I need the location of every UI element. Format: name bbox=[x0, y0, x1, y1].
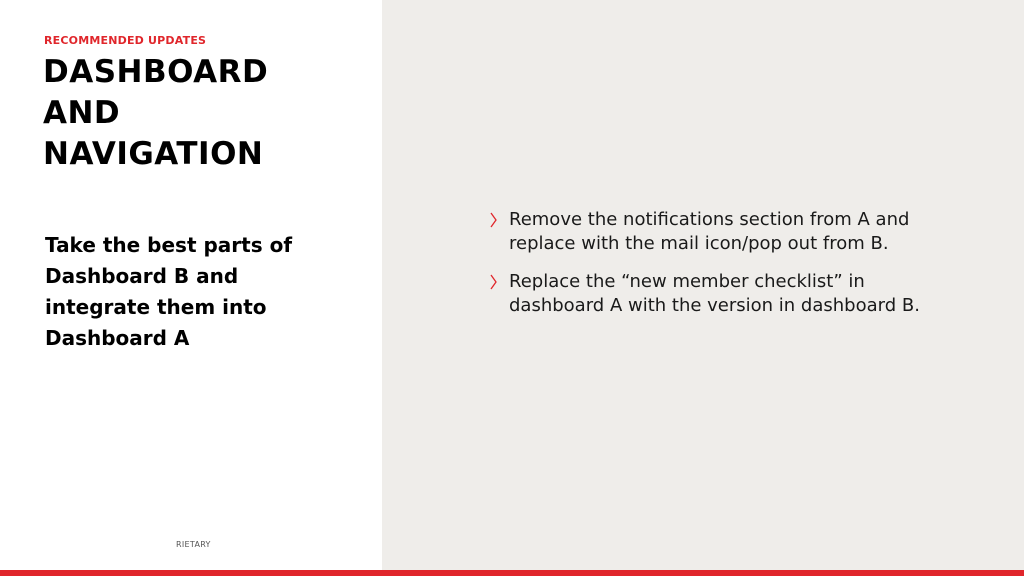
slide-title bbox=[43, 52, 363, 175]
left-panel bbox=[0, 0, 382, 570]
bullet-text: Remove the notifications section from A and replace with the mail icon/pop out from B. bbox=[509, 209, 910, 254]
bullet-item bbox=[488, 208, 928, 256]
bullet-text: Replace the “new member checklist” in dashboard A with the version in dashboard B. bbox=[509, 271, 920, 316]
bullet-list bbox=[488, 208, 928, 332]
eyebrow-label: RECOMMENDED UPDATES bbox=[44, 34, 207, 47]
title-line: DASHBOARD bbox=[43, 54, 269, 90]
title-line: AND bbox=[43, 95, 121, 131]
chevron-right-icon bbox=[488, 271, 500, 293]
bottom-accent-bar bbox=[0, 570, 1024, 576]
title-line: NAVIGATION bbox=[43, 136, 264, 172]
slide-subtitle: Take the best parts of Dashboard B and integrate them into Dashboard A bbox=[45, 233, 293, 350]
bullet-item bbox=[488, 270, 928, 318]
chevron-right-icon bbox=[488, 209, 500, 231]
footer-label: RIETARY bbox=[176, 540, 211, 549]
